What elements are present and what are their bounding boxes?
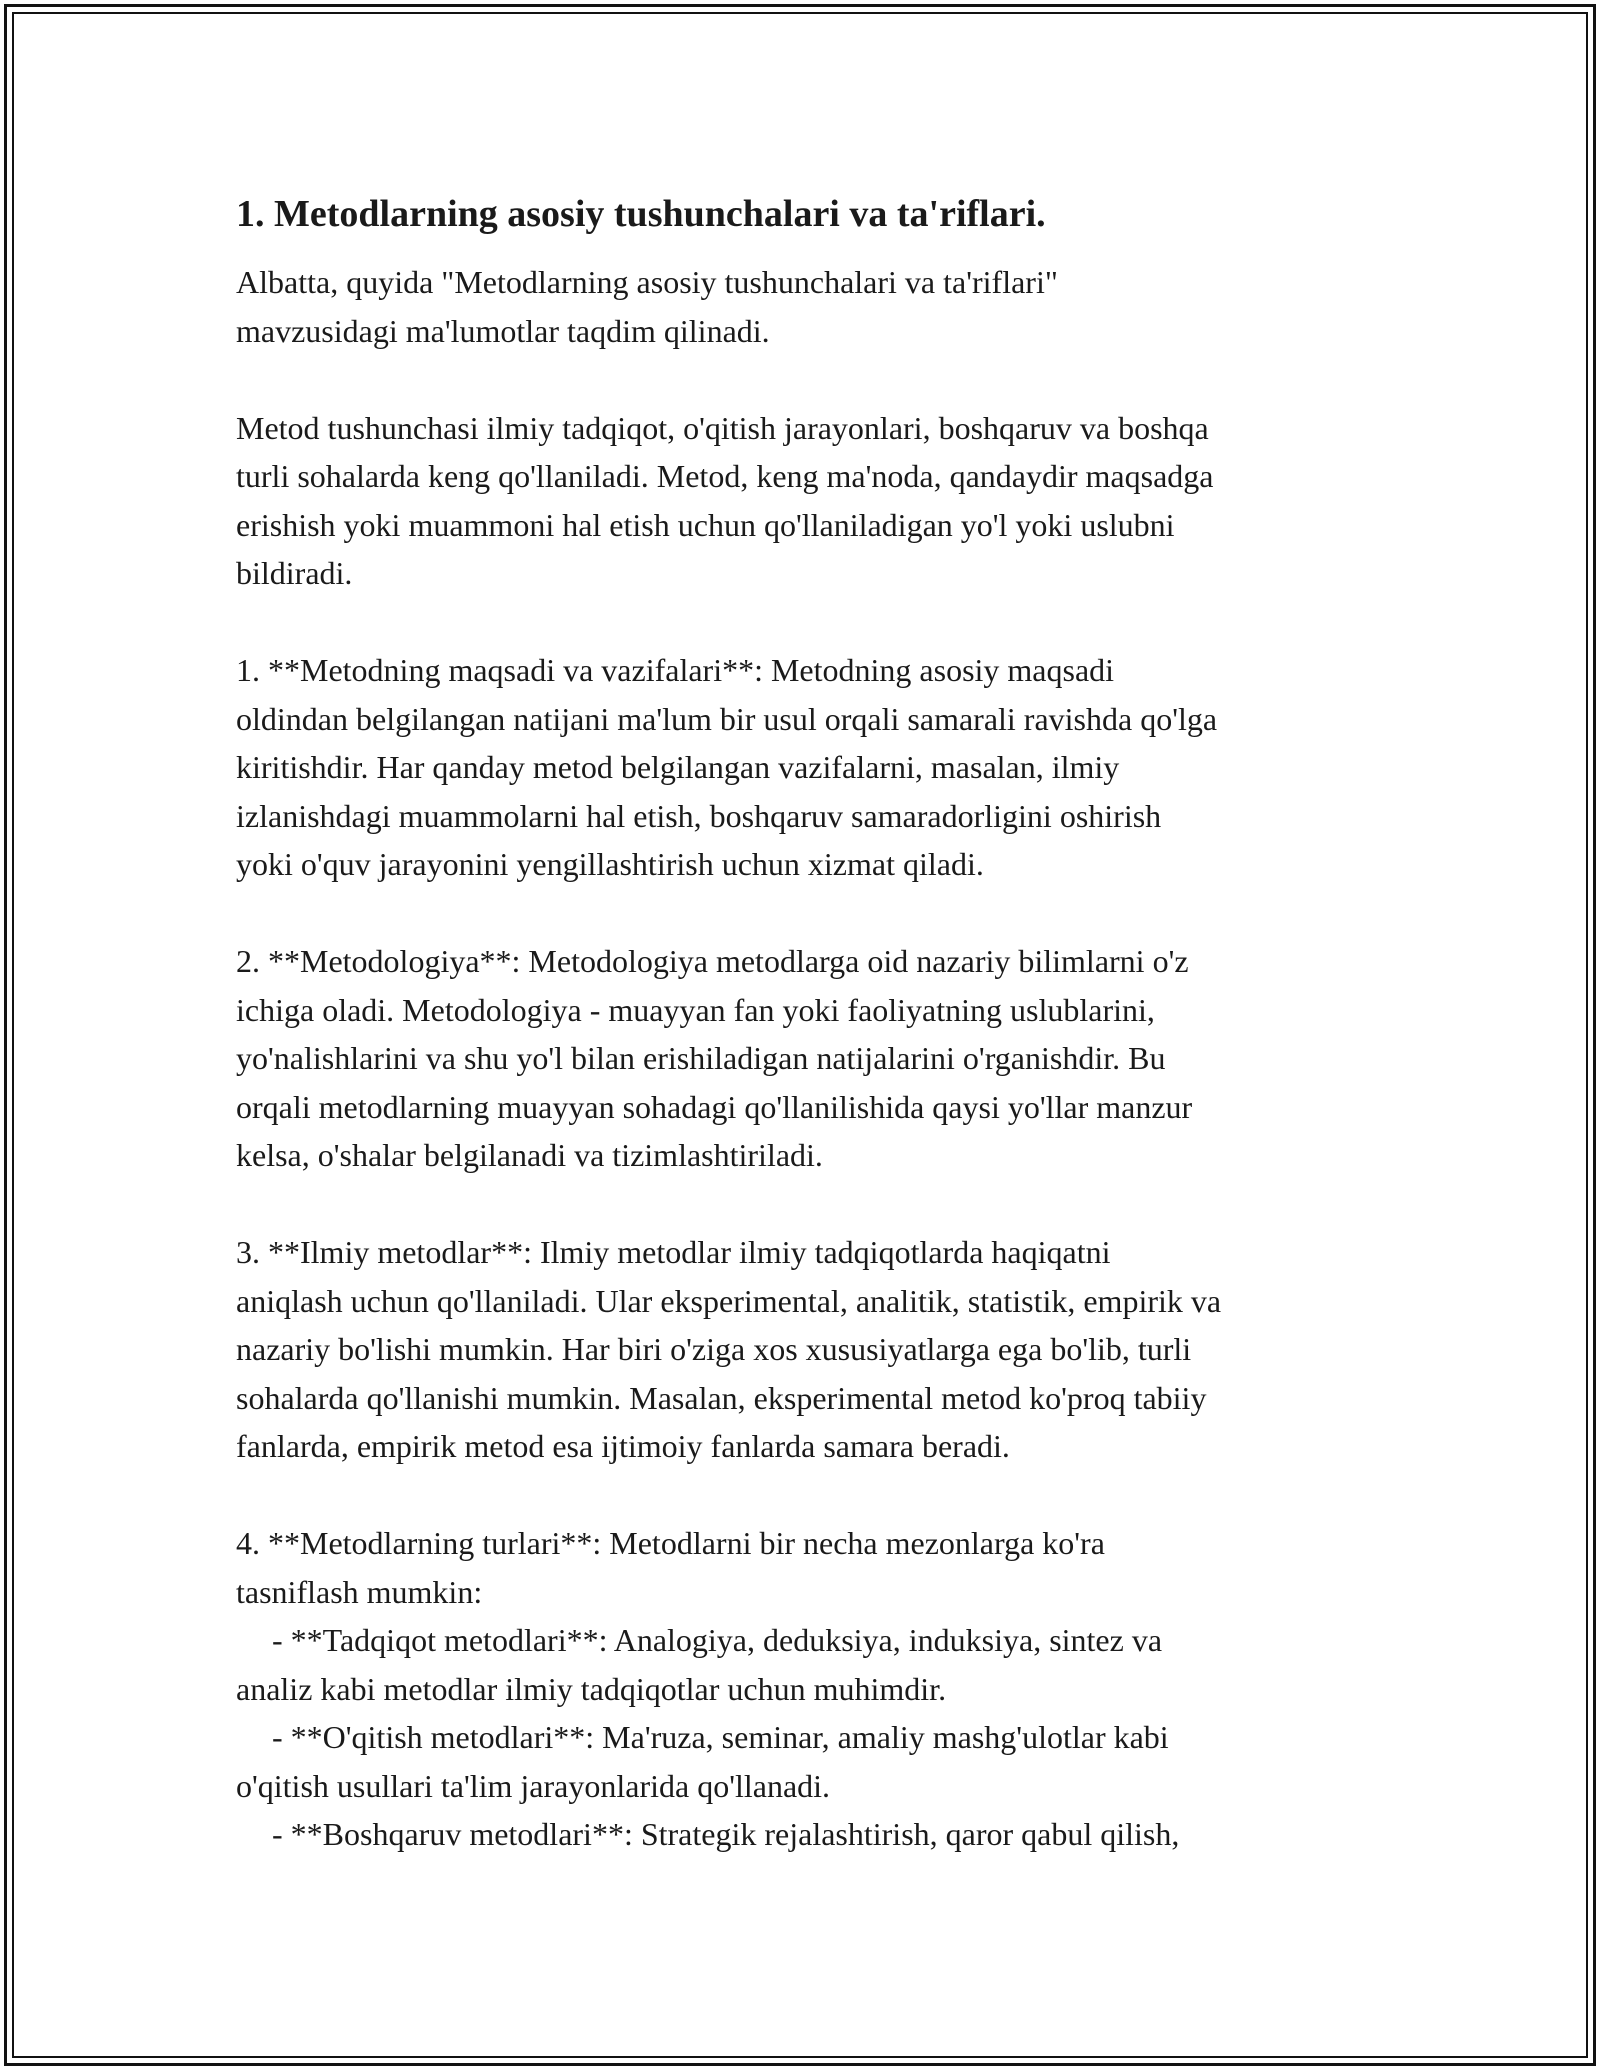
text-line: izlanishdagi muammolarni hal etish, boshqaruv samaradorligini oshirish — [236, 797, 1162, 834]
text-line: turli sohalarda keng qo'llaniladi. Metod, keng ma'noda, qandaydir maqsadga — [236, 458, 1214, 494]
section-4-paragraph — [236, 1519, 1376, 1859]
text-line: aniqlash uchun qo'llaniladi. Ular eksperimental, analitik, statistik, empirik va — [236, 1282, 1222, 1319]
definition-paragraph — [236, 404, 1376, 598]
text-line: yo'nalishlarini va shu yo'l bilan erishiladigan natijalarini o'rganishdir. Bu — [236, 1040, 1166, 1076]
text-line: 4. **Metodlarning turlari**: Metodlarni bir necha mezonlarga ko'ra — [236, 1525, 1105, 1561]
section-1-paragraph — [236, 646, 1376, 889]
text-line: 3. **Ilmiy metodlar**: Ilmiy metodlar ilmiy tadqiqotlarda haqiqatni — [236, 1234, 1111, 1270]
text-line: kelsa, o'shalar belgilanadi va tizimlashtiriladi. — [236, 1137, 823, 1173]
text-line: oldindan belgilangan natijani ma'lum bir usul orqali samarali ravishda qo'lga — [236, 700, 1218, 737]
list-item-research-methods: - **Tadqiqot metodlari**: Analogiya, deduksiya, induksiya, sintez va — [272, 1622, 1163, 1658]
text-line: sohalarda qo'llanishi mumkin. Masalan, eksperimental metod ko'proq tabiiy — [236, 1379, 1207, 1416]
document-title: 1. Metodlarning asosiy tushunchalari va ta'riflari. — [236, 193, 1046, 235]
section-3-paragraph — [236, 1228, 1376, 1471]
text-line: bildiradi. — [236, 555, 353, 591]
text-line: 1. **Metodning maqsadi va vazifalari**: Metodning asosiy maqsadi — [236, 652, 1115, 688]
list-item-management-methods: - **Boshqaruv metodlari**: Strategik rejalashtirish, qaror qabul qilish, — [272, 1816, 1180, 1852]
text-line: tasniflash mumkin: — [236, 1573, 483, 1610]
text-line: yoki o'quv jarayonini yengillashtirish uchun xizmat qiladi. — [236, 846, 984, 882]
list-item-teaching-methods: - **O'qitish metodlari**: Ma'ruza, seminar, amaliy mashg'ulotlar kabi — [272, 1719, 1169, 1755]
text-line: nazariy bo'lishi mumkin. Har biri o'ziga xos xususiyatlarga ega bo'lib, turli — [236, 1331, 1192, 1367]
text-line: Albatta, quyida "Metodlarning asosiy tushunchalari va ta'riflari" — [236, 264, 1058, 300]
text-line: orqali metodlarning muayyan sohadagi qo'llanilishida qaysi yo'llar manzur — [236, 1088, 1193, 1125]
text-line: fanlarda, empirik metod esa ijtimoiy fanlarda samara beradi. — [236, 1428, 1010, 1464]
text-line: erishish yoki muammoni hal etish uchun qo'llaniladigan yo'l yoki uslubni — [236, 506, 1175, 543]
text-line: ichiga oladi. Metodologiya - muayyan fan yoki faoliyatning uslublarini, — [236, 991, 1155, 1028]
text-line: Metod tushunchasi ilmiy tadqiqot, o'qitish jarayonlari, boshqaruv va boshqa — [236, 409, 1209, 446]
section-2-paragraph — [236, 937, 1376, 1180]
document-body — [236, 190, 1376, 1859]
text-line: kiritishdir. Har qanday metod belgilangan vazifalarni, masalan, ilmiy — [236, 749, 1120, 785]
text-line: 2. **Metodologiya**: Metodologiya metodlarga oid nazariy bilimlarni o'z — [236, 943, 1189, 979]
text-line: analiz kabi metodlar ilmiy tadqiqotlar uchun muhimdir. — [236, 1670, 947, 1707]
text-line: o'qitish usullari ta'lim jarayonlarida qo'llanadi. — [236, 1767, 831, 1804]
text-line: mavzusidagi ma'lumotlar taqdim qilinadi. — [236, 312, 770, 349]
intro-paragraph — [236, 258, 1376, 355]
